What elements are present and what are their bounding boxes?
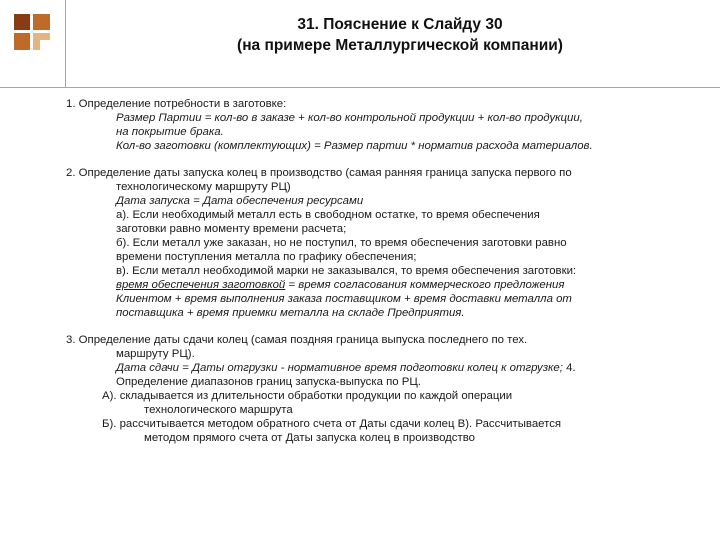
logo-notch xyxy=(40,40,50,50)
section-2-c2-rest: = время согласования коммерческого предложения xyxy=(285,279,565,291)
section-1 xyxy=(66,97,706,153)
section-2 xyxy=(66,166,706,320)
section-2-c3: Клиентом + время выполнения заказа поставщиком + время доставки металла от xyxy=(116,293,572,305)
section-3-A2: технологического маршрута xyxy=(144,404,293,416)
section-3 xyxy=(66,333,706,445)
logo-square-top-left xyxy=(14,14,30,30)
section-3-A1: А). складывается из длительности обработки продукции по каждой операции xyxy=(102,390,513,402)
logo-square-bottom-left xyxy=(14,33,30,50)
section-3-heading-b: маршруту РЦ). xyxy=(116,348,195,360)
title-line-1: 31. Пояснение к Слайду 30 xyxy=(297,16,503,33)
section-3-heading-a: 3. Определение даты сдачи колец (самая поздняя граница выпуска последнего по тех. xyxy=(66,334,528,346)
horizontal-rule xyxy=(0,87,720,88)
section-1-line-2: Кол-во заготовки (комплектующих) = Размер партии * норматив расхода материалов. xyxy=(116,140,593,152)
section-2-c2 xyxy=(66,278,706,292)
section-2-a2: заготовки равно моменту времени расчета; xyxy=(116,223,347,235)
section-1-line-1a: Размер Партии = кол-во в заказе + кол-во контрольной продукции + кол-во продукции, xyxy=(116,112,583,124)
section-2-c4: поставщика + время приемки металла на складе Предприятия. xyxy=(116,307,465,319)
section-2-heading-b: технологическому маршруту РЦ) xyxy=(116,181,291,193)
logo-square-top-right xyxy=(33,14,50,30)
section-1-heading: 1. Определение потребности в заготовке: xyxy=(66,98,287,110)
section-2-b1: б). Если металл уже заказан, но не поступил, то время обеспечения заготовки равно xyxy=(116,237,567,249)
section-1-line-1b: на покрытие брака. xyxy=(116,126,224,138)
section-3-formula-a xyxy=(66,361,706,375)
section-2-a1: а). Если необходимый металл есть в свободном остатке, то время обеспечения xyxy=(116,209,540,221)
logo-icon xyxy=(14,14,50,50)
underlined-term: время обеспечения заготовкой xyxy=(116,279,286,291)
section-3-formula-italic: Дата сдачи = Даты отгрузки - нормативное время подготовки колец к отгрузке; xyxy=(116,362,563,374)
section-2-formula: Дата запуска = Дата обеспечения ресурсами xyxy=(116,195,364,207)
section-2-b2: времени поступления металла по графику обеспечения; xyxy=(116,251,417,263)
vertical-rule xyxy=(65,0,66,88)
section-2-c1: в). Если металл необходимой марки не заказывался, то время обеспечения заготовки: xyxy=(116,265,577,277)
slide-title xyxy=(130,14,670,56)
slide-body xyxy=(66,97,706,445)
section-3-B1: Б). рассчитывается методом обратного счета от Даты сдачи колец В). Рассчитывается xyxy=(102,418,562,430)
title-line-2: (на примере Металлургической компании) xyxy=(237,37,563,54)
section-3-formula-b: Определение диапазонов границ запуска-выпуска по РЦ. xyxy=(116,376,421,388)
section-2-heading-a: 2. Определение даты запуска колец в производство (самая ранняя граница запуска первого по xyxy=(66,167,572,179)
section-3-formula-tail: 4. xyxy=(562,362,576,374)
section-3-B2: методом прямого счета от Даты запуска колец в производство xyxy=(144,432,475,444)
